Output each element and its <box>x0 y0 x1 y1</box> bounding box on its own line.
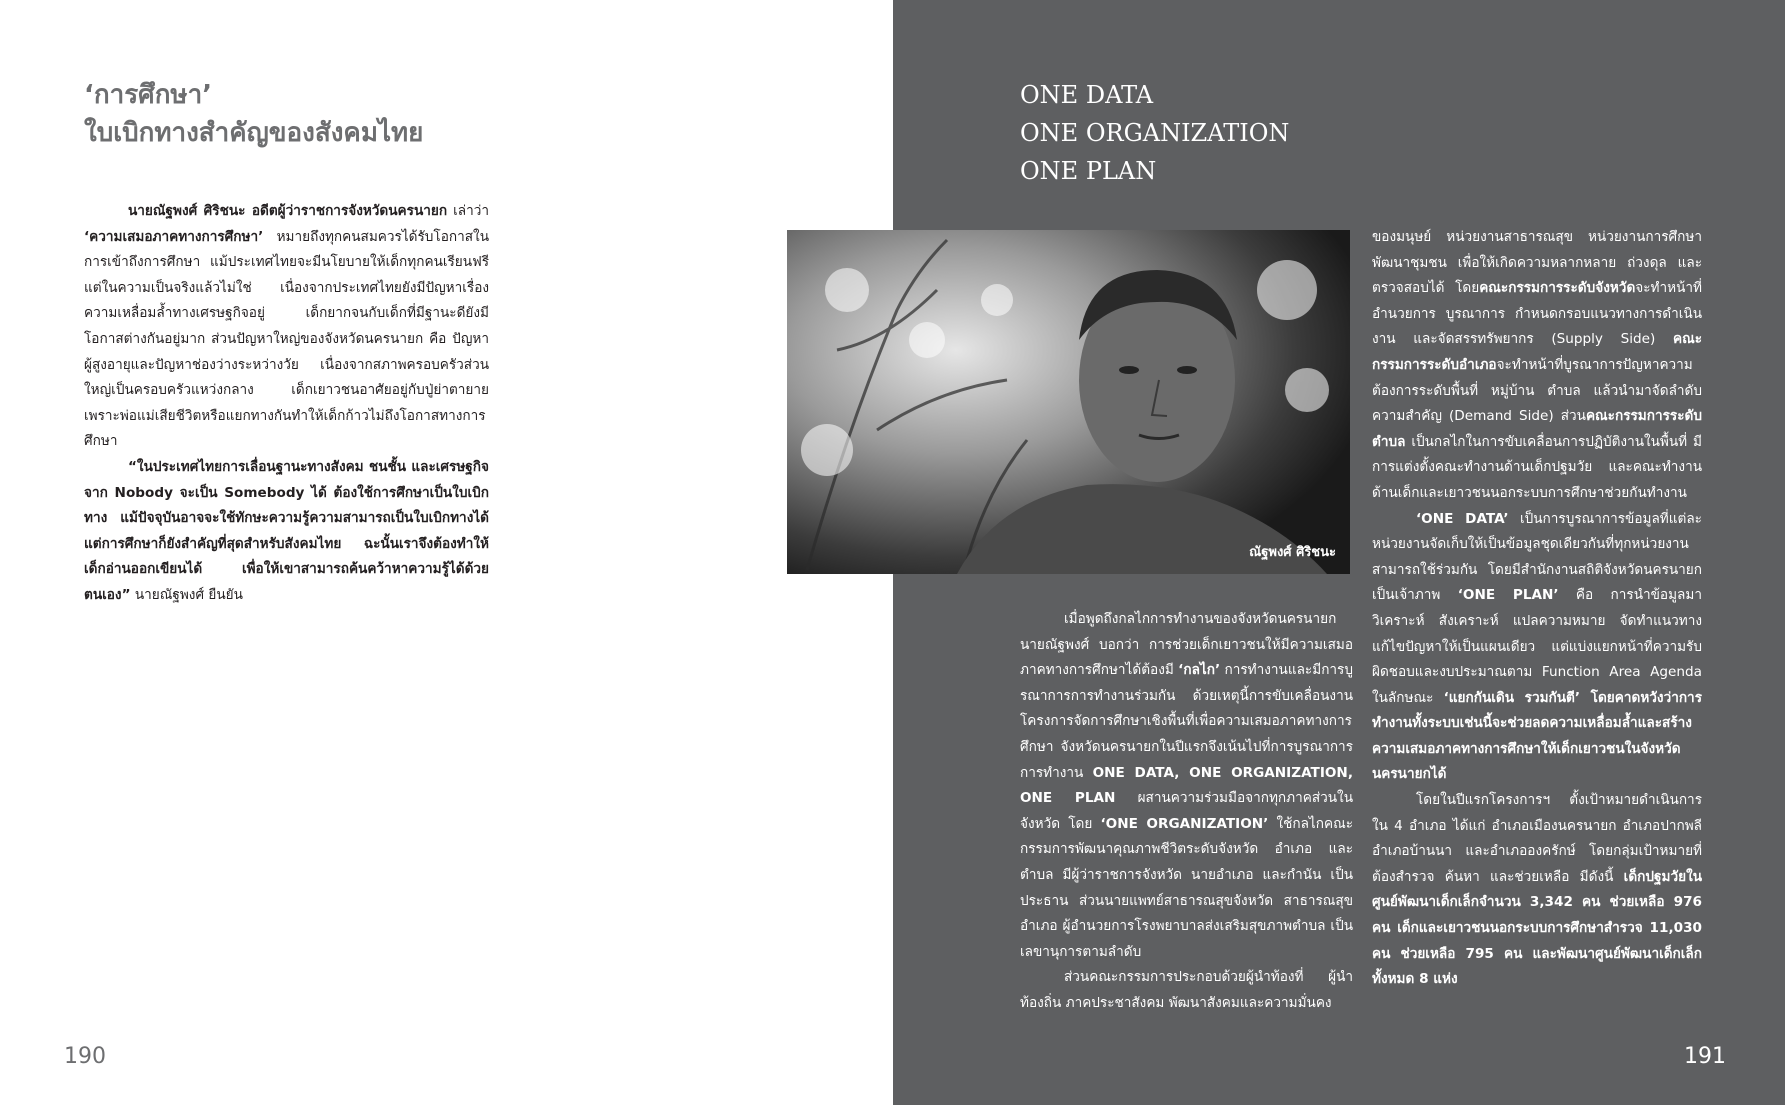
right-title-line-1: ONE DATA <box>1020 81 1154 109</box>
right-paragraph-2 <box>1372 507 1702 789</box>
left-title-line-2: ใบเบิกทางสำคัญของสังคมไทย <box>84 118 424 148</box>
left-p1-text-a: เล่าว่า <box>447 203 489 219</box>
r-p3-a: โดยในปีแรกโครงการฯ ตั้งเป้าหมายดำเนินการใน 4 อำเภอ ได้แก่ อำเภอเมืองนครนายก อำเภอปากพลี อำเภอบ้านนา และอำเภอองครักษ์ โดยกลุ่มเป้าหมายที่ต้องสำรวจ ค้นหา และช่วยเหลือ มีดังนี้ <box>1372 792 1702 885</box>
r-p2-c: ‘ONE PLAN’ <box>1457 587 1559 604</box>
photo-caption: ณัฐพงศ์ ศิริชนะ <box>1249 545 1336 560</box>
mid-p1-e: ผสานความร่วมมือจากทุกภาคส่วนในจังหวัด โดย <box>1020 790 1353 832</box>
r-p2-e: ‘แยกกันเดิน รวมกันตี’ โดยคาดหวังว่าการทำงานทั้งระบบเช่นนี้จะช่วยลดความเหลื่อมล้ำและสร้างความเสมอภาคทางการศึกษาให้เด็กเยาวชนในจังหวัดนครนายกได้ <box>1372 689 1702 783</box>
mid-paragraph-1 <box>1020 607 1353 965</box>
left-paragraph-2 <box>84 455 489 609</box>
mid-p1-g: ใช้กลไกคณะกรรมการพัฒนาคุณภาพชีวิตระดับจังหวัด อำเภอ และตำบล มีผู้ว่าราชการจังหวัด นายอำเภอ และกำนัน เป็นประธาน ส่วนนายแพทย์สาธารณสุขจังหวัด สาธารณสุขอำเภอ ผู้อำนวยการโรงพยาบาลส่งเสริมสุขภาพตำบล เป็นเลขานุการตามลำดับ <box>1020 815 1353 960</box>
right-page-title <box>1020 76 1289 190</box>
r-p1-b: คณะกรรมการระดับจังหวัด <box>1479 280 1636 297</box>
right-column <box>1372 225 1702 993</box>
portrait-illustration <box>787 230 1350 574</box>
r-p1-g: เป็นกลไกในการขับเคลื่อนการปฏิบัติงานในพื้นที่ มีการแต่งตั้งคณะทำงานด้านเด็กปฐมวัย และคณะทำงานด้านเด็กและเยาวชนนอกระบบการศึกษาช่วยกันทำงาน <box>1372 433 1702 501</box>
mid-p1-b: ‘กลไก’ <box>1178 662 1221 679</box>
r-p1-d: คณะกรรมการระดับอำเภอ <box>1372 331 1702 373</box>
mid-p1-a: เมื่อพูดถึงกลไกการทำงานของจังหวัดนครนายก นายณัฐพงศ์ บอกว่า การช่วยเด็กเยาวชนให้มีความเสมอภาคทางการศึกษาได้ต้องมี <box>1020 611 1353 679</box>
r-p2-d: คือ การนำข้อมูลมาวิเคราะห์ สังเคราะห์ แปลความหมาย จัดทำแนวทางแก้ไขปัญหาให้เป็นแผนเดียว แต่แบ่งแยกหน้าที่ความรับผิดชอบและงบประมาณตาม Function Area Agenda ในลักษณะ <box>1372 587 1702 706</box>
portrait-photo <box>787 230 1350 574</box>
mid-p1-f: ‘ONE ORGANIZATION’ <box>1100 815 1269 832</box>
r-p3-b: เด็กปฐมวัยในศูนย์พัฒนาเด็กเล็กจำนวน 3,342 คน ช่วยเหลือ 976 คน เด็กและเยาวชนนอกระบบการศึกษาสำรวจ 11,030 คน ช่วยเหลือ 795 คน และพัฒนาศูนย์พัฒนาเด็กเล็กทั้งหมด 8 แห่ง <box>1372 868 1702 988</box>
left-title-line-1: ‘การศึกษา’ <box>84 80 213 110</box>
left-p2-text: นายณัฐพงศ์ ยืนยัน <box>130 586 243 603</box>
left-p2-quote: “ในประเทศไทยการเลื่อนฐานะทางสังคม ชนชั้น และเศรษฐกิจ จาก Nobody จะเป็น Somebody ได้ ต้องใช้การศึกษาเป็นใบเบิกทาง แม้ปัจจุบันอาจจะใช้ทักษะความรู้ความสามารถเป็นใบเบิกทางได้ แต่การศึกษาก็ยังสำคัญที่สุดสำหรับสังคมไทย ฉะนั้นเราจึงต้องทำให้เด็กอ่านออกเขียนได้ เพื่อให้เขาสามารถค้นคว้าหาความรู้ได้ด้วยตนเอง” <box>84 458 489 603</box>
mid-p1-c: การทำงานและมีการบูรณาการการทำงานร่วมกัน ด้วยเหตุนี้การขับเคลื่อนงานโครงการจัดการศึกษาเชิงพื้นที่เพื่อความเสมอภาคทางการศึกษา จังหวัดนครนายกในปีแรกจึงเน้นไปที่การบูรณาการการทำงาน <box>1020 662 1353 781</box>
r-p1-c: จะทำหน้าที่อำนวยการ บูรณาการ กำหนดกรอบแนวทางการดำเนินงาน และจัดสรรทรัพยากร (Supply Side) <box>1372 280 1702 348</box>
left-paragraph-1 <box>84 199 489 455</box>
r-p2-b: เป็นการบูรณาการข้อมูลที่แต่ละหน่วยงานจัดเก็บให้เป็นข้อมูลชุดเดียวกันที่ทุกหน่วยงานสามารถใช้ร่วมกัน โดยมีสำนักงานสถิติจังหวัดนครนายกเป็นเจ้าภาพ <box>1372 510 1702 604</box>
page-number-right: 191 <box>1684 1044 1726 1069</box>
right-paragraph-3 <box>1372 788 1702 993</box>
mid-p1-d: ONE DATA, ONE ORGANIZATION, ONE PLAN <box>1020 764 1353 807</box>
right-title-line-3: ONE PLAN <box>1020 157 1157 185</box>
r-p1-a: ของมนุษย์ หน่วยงานสาธารณสุข หน่วยงานการศึกษา พัฒนาชุมชน เพื่อให้เกิดความหลากหลาย ถ่วงดุล และตรวจสอบได้ โดย <box>1372 229 1702 297</box>
left-page-title <box>84 76 604 152</box>
left-p1-bold-2: ‘ความเสมอภาคทางการศึกษา’ <box>84 228 264 245</box>
left-p1-bold: นายณัฐพงศ์ ศิริชนะ อดีตผู้ว่าราชการจังหวัดนครนายก <box>128 203 448 219</box>
right-paragraph-1 <box>1372 225 1702 507</box>
page-number-left: 190 <box>64 1044 106 1069</box>
r-p1-f: คณะกรรมการระดับตำบล <box>1372 408 1702 450</box>
left-p1-text-b: หมายถึงทุกคนสมควรได้รับโอกาสในการเข้าถึงการศึกษา แม้ประเทศไทยจะมีนโยบายให้เด็กทุกคนเรียนฟรี แต่ในความเป็นจริงแล้วไม่ใช่ เนื่องจากประเทศไทยยังมีปัญหาเรื่องความเหลื่อมล้ำทางเศรษฐกิจอยู่ เด็กยากจนกับเด็กที่มีฐานะดียังมีโอกาสต่างกันอยู่มาก ส่วนปัญหาใหญ่ของจังหวัดนครนายก คือ ปัญหาผู้สูงอายุและปัญหาช่องว่างระหว่างวัย เนื่องจากสภาพครอบครัวส่วนใหญ่เป็นครอบครัวแหว่งกลาง เด็กเยาวชนอาศัยอยู่กับปู่ย่าตายาย เพราะพ่อแม่เสียชีวิตหรือแยกทางกันทำให้เด็กก้าวไม่ถึงโอกาสทางการศึกษา <box>84 228 489 450</box>
r-p1-e: จะทำหน้าที่บูรณาการปัญหาความต้องการระดับพื้นที่ หมู่บ้าน ตำบล แล้วนำมาจัดลำดับความสำคัญ (Demand Side) ส่วน <box>1372 356 1702 425</box>
right-title-line-2: ONE ORGANIZATION <box>1020 119 1290 147</box>
mid-paragraph-2: ส่วนคณะกรรมการประกอบด้วยผู้นำท้องที่ ผู้นำท้องถิ่น ภาคประชาสังคม พัฒนาสังคมและความมั่นคง <box>1020 969 1353 1011</box>
left-body-text <box>84 199 489 609</box>
right-middle-column <box>1020 607 1353 1017</box>
r-p2-a: ‘ONE DATA’ <box>1416 510 1509 527</box>
